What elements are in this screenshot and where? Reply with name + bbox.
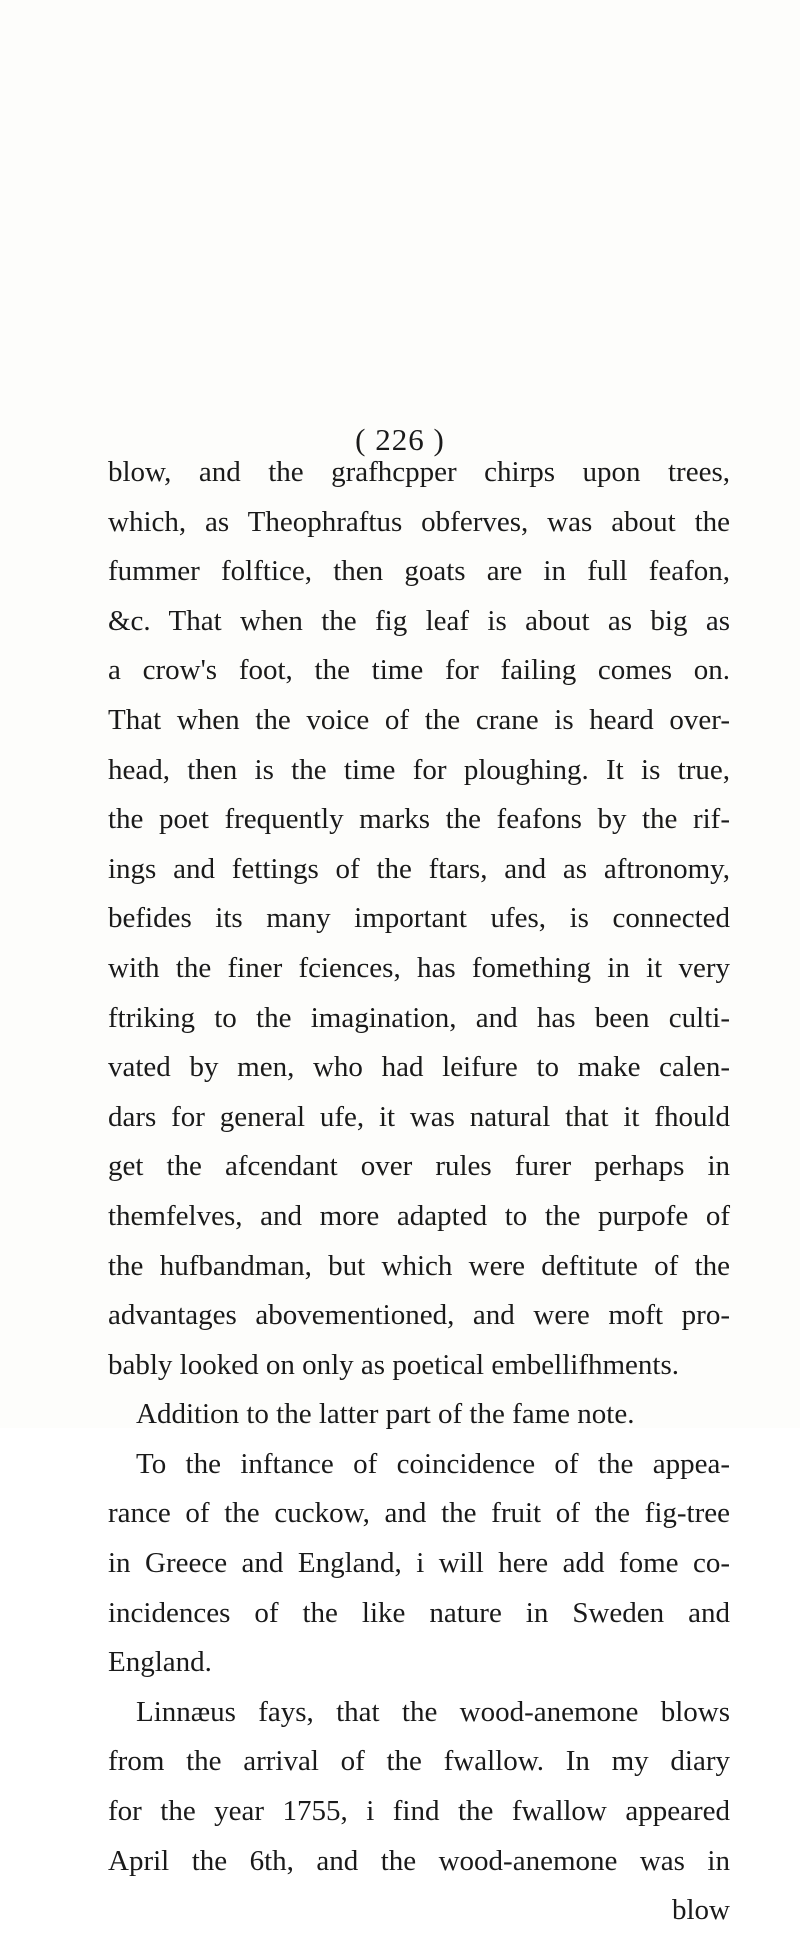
catchword: blow [672, 1894, 730, 1927]
text-line: England. [108, 1646, 212, 1679]
text-line: &c. That when the fig leaf is about as big as [108, 604, 730, 637]
text-line: a crow's foot, the time for failing comes on. [108, 654, 730, 687]
body-text [108, 448, 730, 1936]
text-line: with the finer fciences, has fomething in it very [108, 951, 730, 984]
page-number: ( 226 ) [355, 422, 445, 457]
text-line: befides its many important ufes, is connected [108, 902, 730, 935]
text-line: incidences of the like nature in Sweden and [108, 1596, 730, 1629]
text-line: themfelves, and more adapted to the purpofe of [108, 1199, 730, 1232]
text-line: for the year 1755, i find the fwallow appeared [108, 1795, 730, 1828]
text-line: the hufbandman, but which were deftitute of the [108, 1249, 730, 1282]
text-line: vated by men, who had leifure to make calen- [108, 1051, 730, 1084]
text-line: To the inftance of coincidence of the appea- [136, 1447, 730, 1480]
text-line: from the arrival of the fwallow. In my diary [108, 1745, 730, 1778]
text-line: blow, and the grafhcpper chirps upon trees, [108, 456, 730, 488]
text-line: fummer folftice, then goats are in full feafon, [108, 555, 730, 588]
text-line: advantages abovementioned, and were moft pro- [108, 1299, 730, 1332]
text-line: dars for general ufe, it was natural that it fhould [108, 1100, 730, 1133]
text-line: the poet frequently marks the feafons by the rif- [108, 803, 730, 836]
text-line: Linnæus fays, that the wood-anemone blows [136, 1695, 730, 1728]
text-line: in Greece and England, i will here add fome co- [108, 1547, 730, 1580]
text-line: ftriking to the imagination, and has been culti- [108, 1001, 730, 1034]
text-line: April the 6th, and the wood-anemone was in [108, 1844, 730, 1877]
text-line: rance of the cuckow, and the fruit of the fig-tree [108, 1497, 730, 1530]
text-line: ings and fettings of the ftars, and as aftronomy, [108, 852, 730, 885]
text-line: head, then is the time for ploughing. It is true, [108, 753, 730, 786]
text-line: which, as Theophraftus obferves, was about the [108, 505, 730, 538]
text-line: get the afcendant over rules furer perhaps in [108, 1150, 730, 1183]
section-heading: Addition to the latter part of the fame note. [136, 1398, 635, 1431]
text-line: bably looked on only as poetical embellifhments. [108, 1348, 680, 1381]
text-line: That when the voice of the crane is heard over- [108, 703, 730, 736]
